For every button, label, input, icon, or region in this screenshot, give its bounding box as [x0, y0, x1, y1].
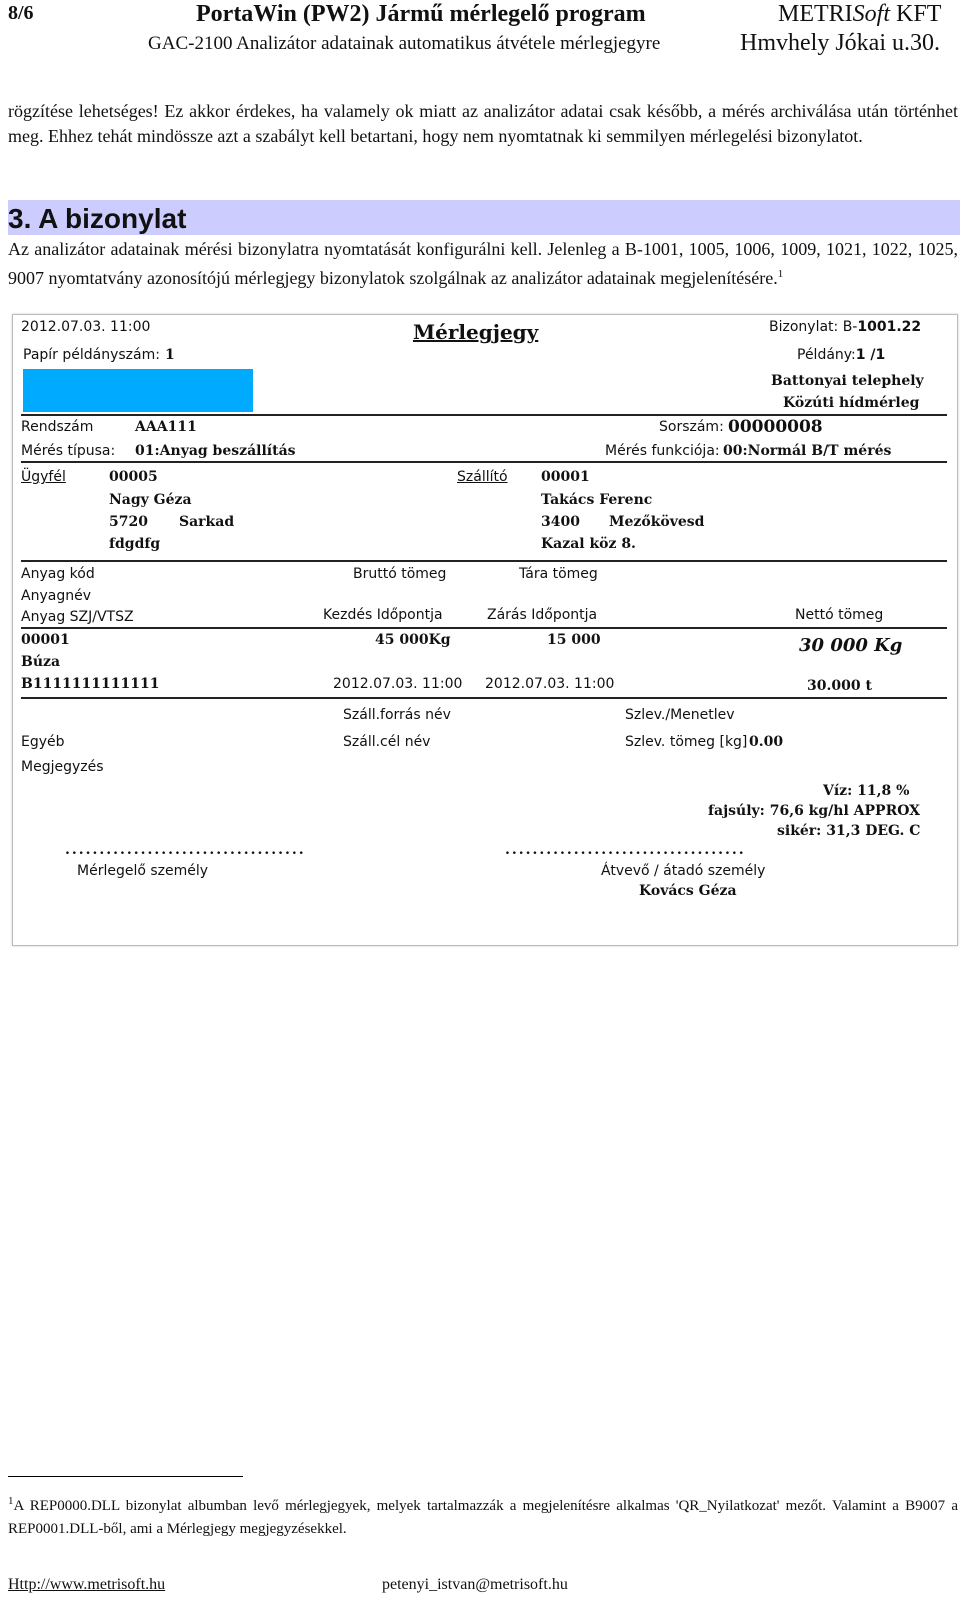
net-tonnes: 30.000 t	[807, 678, 872, 694]
divider-3	[21, 560, 947, 562]
company-suffix: KFT	[890, 1, 942, 27]
client-label: Ügyfél	[21, 469, 66, 485]
redaction-mask	[23, 369, 253, 412]
receipt-image	[12, 314, 958, 946]
divider-5	[21, 697, 947, 699]
carrier-name: Takács Ferenc	[541, 492, 653, 508]
divider-2	[21, 461, 947, 463]
doc-label: Bizonylat: B-	[769, 319, 858, 335]
carrier-street: Kazal köz 8.	[541, 536, 636, 552]
paper-copy-label: Papír példányszám:	[23, 347, 160, 363]
site-line-1: Battonyai telephely	[771, 373, 924, 389]
analyzer-water: Víz: 11,8 %	[823, 783, 910, 799]
site-line-2: Közúti hídmérleg	[783, 395, 920, 411]
document-subtitle: GAC-2100 Analizátor adatainak automatikus átvétele mérlegjegyre	[148, 33, 661, 54]
client-name: Nagy Géza	[109, 492, 192, 508]
net-label: Nettó tömeg	[795, 607, 884, 623]
delivery-note-label: Szlev./Menetlev	[625, 707, 735, 723]
delivery-weight-label: Szlev. tömeg [kg]	[625, 734, 748, 750]
copy-label: Példány:	[797, 347, 856, 363]
analyzer-gluten: sikér: 31,3 DEG. C	[777, 823, 921, 839]
company-prefix: METRI	[778, 1, 853, 27]
section-paragraph	[8, 237, 958, 291]
receipt-doc-number	[769, 319, 921, 335]
transport-source-label: Száll.forrás név	[343, 707, 451, 723]
footnote-text: A REP0000.DLL bizonylat albumban levő mérlegjegyek, melyek tartalmazzák a megjelenítésre alkalmas 'QR_Nyilatkozat' mezőt. Valamint a B9007 a REP0001.DLL-ből, ami a Mérlegjegy megjegyzésekkel.	[8, 1498, 958, 1537]
client-zip: 5720	[109, 514, 148, 530]
delivery-weight-value: 0.00	[749, 734, 784, 750]
client-code: 00005	[109, 469, 158, 485]
transport-dest-label: Száll.cél név	[343, 734, 431, 750]
material-szj-value: B1111111111111	[21, 676, 160, 692]
material-name-label: Anyagnév	[21, 588, 91, 604]
carrier-zip: 3400	[541, 514, 580, 530]
notes-label: Megjegyzés	[21, 759, 104, 775]
footnote-marker: 1	[8, 1495, 14, 1507]
gross-label: Bruttó tömeg	[353, 566, 447, 582]
start-time-value: 2012.07.03. 11:00	[333, 676, 463, 692]
tare-value: 15 000	[547, 632, 601, 648]
material-name-value: Búza	[21, 654, 61, 670]
receipt-datetime: 2012.07.03. 11:00	[21, 319, 151, 335]
carrier-label: Szállító	[457, 469, 508, 485]
measure-func-label: Mérés funkciója:	[605, 443, 720, 459]
footer-email[interactable]: petenyi_istvan@metrisoft.hu	[382, 1576, 568, 1593]
footer-website-link[interactable]: Http://www.metrisoft.hu	[8, 1576, 166, 1593]
company-italic: Soft	[852, 1, 891, 27]
end-time-value: 2012.07.03. 11:00	[485, 676, 615, 692]
page-number: 8/6	[8, 2, 34, 24]
footnote	[8, 1490, 958, 1541]
section-heading: 3. A bizonylat	[8, 203, 187, 234]
serial-value: 00000008	[728, 417, 823, 437]
measure-type-label: Mérés típusa:	[21, 443, 116, 459]
copy-value: 1 /1	[855, 347, 886, 363]
signature-dots-left: ...................................	[65, 842, 306, 858]
carrier-city: Mezőkövesd	[609, 514, 705, 530]
measure-func-value: 00:Normál B/T mérés	[723, 443, 892, 459]
signature-right-label: Átvevő / átadó személy	[601, 863, 766, 879]
divider-top	[21, 414, 947, 416]
plate-value: AAA111	[135, 419, 197, 435]
measure-type-value: 01:Anyag beszállítás	[135, 443, 296, 459]
company-address: Hmvhely Jókai u.30.	[740, 30, 940, 56]
client-city: Sarkad	[179, 514, 235, 530]
signature-left-label: Mérlegelő személy	[77, 863, 209, 879]
copy-number	[797, 347, 885, 363]
footnote-ref[interactable]: 1	[777, 268, 784, 280]
carrier-code: 00001	[541, 469, 590, 485]
analyzer-density: fajsúly: 76,6 kg/hl APPROX	[708, 803, 921, 819]
paper-copy-value: 1	[165, 347, 175, 363]
divider-4	[21, 627, 947, 629]
net-value: 30 000 Kg	[799, 635, 903, 656]
material-code-value: 00001	[21, 632, 70, 648]
other-label: Egyéb	[21, 734, 65, 750]
section-paragraph-text: Az analizátor adatainak mérési bizonylatra nyomtatását konfigurálni kell. Jelenleg a B-1001, 1005, 1006, 1009, 1021, 1022, 1025, 9007 nyomtatvány azonosítójú mérlegjegy bizonylatok szolgálnak az analizátor adatainak megjelenítésére.	[8, 239, 958, 288]
material-code-label: Anyag kód	[21, 566, 95, 582]
end-time-label: Zárás Időpontja	[487, 607, 598, 623]
start-time-label: Kezdés Időpontja	[323, 607, 443, 623]
serial-label: Sorszám:	[659, 419, 724, 435]
doc-value: 1001.22	[857, 319, 922, 335]
intro-paragraph: rögzítése lehetséges! Ez akkor érdekes, ha valamely ok miatt az analizátor adatai csak később, a mérés archiválása után történhet meg. Ehhez tehát mindössze azt a szabályt kell betartani, hogy nem nyomtatnak ki semmilyen mérlegelési bizonylatot.	[8, 101, 958, 146]
receipt-title: Mérlegjegy	[413, 320, 539, 344]
signature-dots-right: ...................................	[505, 842, 746, 858]
company-name	[778, 1, 941, 28]
plate-label: Rendszám	[21, 419, 94, 435]
gross-value: 45 000Kg	[375, 632, 451, 648]
footnote-rule	[8, 1476, 243, 1477]
signature-right-name: Kovács Géza	[639, 883, 737, 899]
document-title: PortaWin (PW2) Jármű mérlegelő program	[196, 1, 646, 27]
tare-label: Tára tömeg	[519, 566, 598, 582]
material-szj-label: Anyag SZJ/VTSZ	[21, 609, 134, 625]
client-street: fdgdfg	[109, 536, 161, 552]
